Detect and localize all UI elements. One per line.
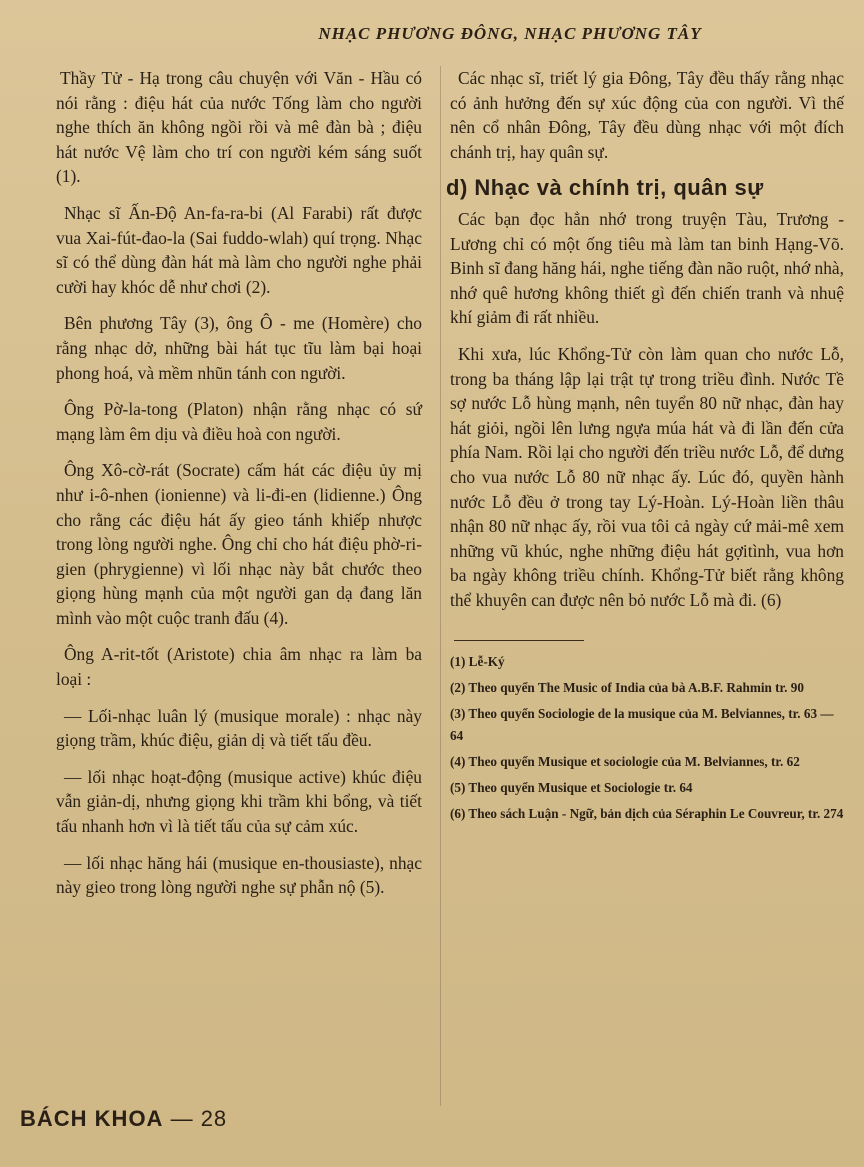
page-number: — 28 (170, 1106, 228, 1131)
footnote: (4) Theo quyển Musique et sociologie của M. Belviannes, tr. 62 (450, 754, 800, 770)
paragraph: Nhạc sĩ Ấn-Độ An-fa-ra-bi (Al Farabi) rất được vua Xai-fút-đao-la (Sai fuddo-wlah) quí trọng. Nhạc sĩ có thể dùng đàn hát mà làm cho người nghe phải cười hay khóc dễ như chơi (2). (56, 202, 422, 297)
paragraph: Khi xưa, lúc Khổng-Tử còn làm quan cho nước Lỗ, trong ba tháng lập lại trật tự trong triều đình. Nước Tề sợ nước Lỗ hùng mạnh, nên tuyển 80 nữ nhạc, đàn hay hát giỏi, ngồi lên lưng ngựa múa hát và đi lần đến cửa phía Nam. Rồi lại cho người đến triều nước Lỗ, để dưng cho vua nước Lỗ 80 nữ nhạc ấy. Lúc đó, quyền hành nước Lỗ đều ở trong tay Lý-Hoàn. Lý-Hoàn liền thâu nhận 80 nữ nhạc ấy, rồi vua tôi cả ngày cứ mải-mê xem những vũ khúc, nghe những điệu hát gợitình, vua hơn ba ngày không triều chính. Khổng-Tử biết rằng không thể khuyên can được nên bỏ nước Lỗ mà đi. (6) (450, 343, 844, 610)
footnotes (450, 651, 844, 825)
footnote: (1) Lễ-Ký (450, 654, 505, 670)
paragraph: — lối nhạc hăng hái (musique en-thousiaste), nhạc này gieo trong lòng người nghe sự phẫn nộ (5). (56, 852, 422, 898)
paragraph: Các nhạc sĩ, triết lý gia Đông, Tây đều thấy rằng nhạc có ảnh hưởng đến sự xúc động của con người. Vì thế nên cổ nhân Đông, Tây đều dùng nhạc với một đích chánh trị, hay quân sự. (450, 68, 844, 162)
paragraph: Ông A-rit-tốt (Aristote) chia âm nhạc ra làm ba loại : (56, 644, 422, 690)
paragraph: Thầy Tử - Hạ trong câu chuyện với Văn - Hầu có nói rằng : điệu hát của nước Tống làm cho người nghe thích ăn không ngồi rồi và mê đàn bà ; điệu hát nước Vệ làm cho trí con người kém sáng suốt (1). (56, 68, 422, 187)
section-heading: d) Nhạc và chính trị, quân sự (446, 175, 764, 201)
footnote: (5) Theo quyển Musique et Sociologie tr. 64 (450, 780, 693, 796)
running-head: NHẠC PHƯƠNG ĐÔNG, NHẠC PHƯƠNG TÂY (318, 24, 702, 43)
footnote: (3) Theo quyển Sociologie de la musique của M. Belviannes, tr. 63 — 64 (450, 706, 834, 744)
column-divider (440, 66, 441, 1106)
paragraph: — Lối-nhạc luân lý (musique morale) : nhạc này giọng trầm, khúc điệu, giản dị và tiết tấu đều. (56, 705, 422, 751)
paragraph: Ông Pờ-la-tong (Platon) nhận rằng nhạc có sứ mạng làm êm dịu và điều hoà con người. (56, 399, 422, 444)
right-column (446, 66, 844, 829)
page-footer (20, 1106, 227, 1132)
footnote-rule (454, 640, 584, 641)
paragraph: Bên phương Tây (3), ông Ô - me (Homère) cho rằng nhạc dở, những bài hát tục tĩu làm bại hoại phong hoá, và mềm nhũn tánh con người. (56, 313, 422, 383)
paragraph: — lối nhạc hoạt-động (musique active) khúc điệu vẫn giản-dị, nhưng giọng khi trầm khi bổng, và tiết tấu nhanh hơn vì là tiết tấu của sự cảm xúc. (56, 766, 422, 837)
paragraph: Các bạn đọc hẳn nhớ trong truyện Tàu, Trương - Lương chỉ có một ống tiêu mà làm tan binh Hạng-Võ. Binh sĩ đang hăng hái, nghe tiếng đàn não ruột, nhớ nhà, nhớ quê hương không thiết gì đến chiến tranh và nhuệ khí giảm đi rất nhiều. (450, 208, 844, 328)
footnote: (2) Theo quyển The Music of India của bà A.B.F. Rahmin tr. 90 (450, 680, 804, 696)
magazine-title: BÁCH KHOA (20, 1106, 164, 1131)
left-column (56, 66, 422, 912)
paragraph: Ông Xô-cờ-rát (Socrate) cấm hát các điệu ủy mị như i-ô-nhen (ionienne) và li-đi-en (lidienne.) Ông cho rằng các điệu hát ấy gieo tánh khiếp nhược trong lòng người nghe. Ông chỉ cho hát điệu phờ-ri-gien (phrygienne) vì lối nhạc này bắt chước theo giọng hùng mạnh của một người gan dạ đang lăn mình vào một cuộc tranh đấu (4). (56, 460, 422, 628)
footnote: (6) Theo sách Luận - Ngữ, bản dịch của Séraphin Le Couvreur, tr. 274 (450, 806, 844, 822)
